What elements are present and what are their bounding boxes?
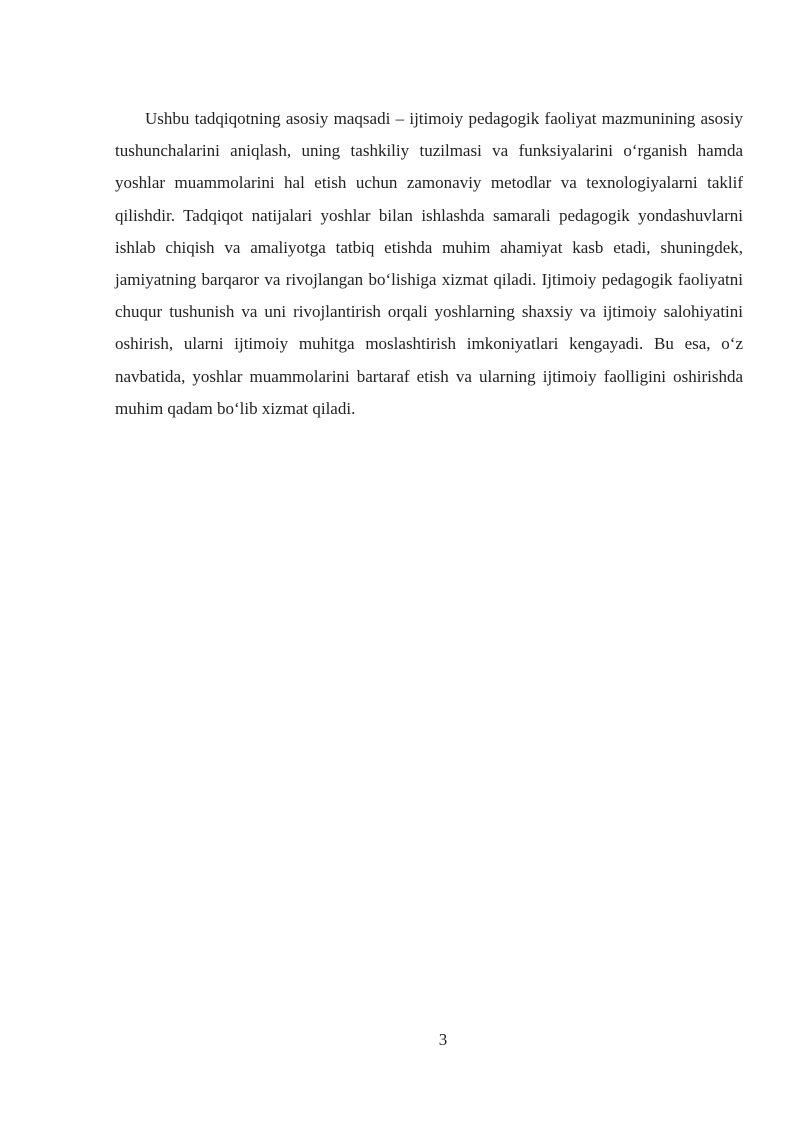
page-number: 3 [438,1030,448,1049]
body-paragraph: Ushbu tadqiqotning asosiy maqsadi – ijtimoiy pedagogik faoliyat mazmunining asosiy tushunchalarini aniqlash, uning tashkiliy tuzilmasi va funksiyalarini o‘rganish hamda yoshlar muammolarini hal etish uchun zamonaviy metodlar va texnologiyalarni taklif qilishdir. Tadqiqot natijalari yoshlar bilan ishlashda samarali pedagogik yondashuvlarni ishlab chiqish va amaliyotga tatbiq etishda muhim ahamiyat kasb etadi, shuningdek, jamiyatning barqaror va rivojlangan bo‘lishiga xizmat qiladi. Ijtimoiy pedagogik faoliyatni chuqur tushunish va uni rivojlantirish orqali yoshlarning shaxsiy va ijtimoiy salohiyatini oshirish, ularni ijtimoiy muhitga moslashtirish imkoniyatlari kengayadi. Bu esa, o‘z navbatida, yoshlar muammolarini bartaraf etish va ularning ijtimoiy faolligini oshirishda muhim qadam bo‘lib xizmat qiladi. [115,109,743,418]
